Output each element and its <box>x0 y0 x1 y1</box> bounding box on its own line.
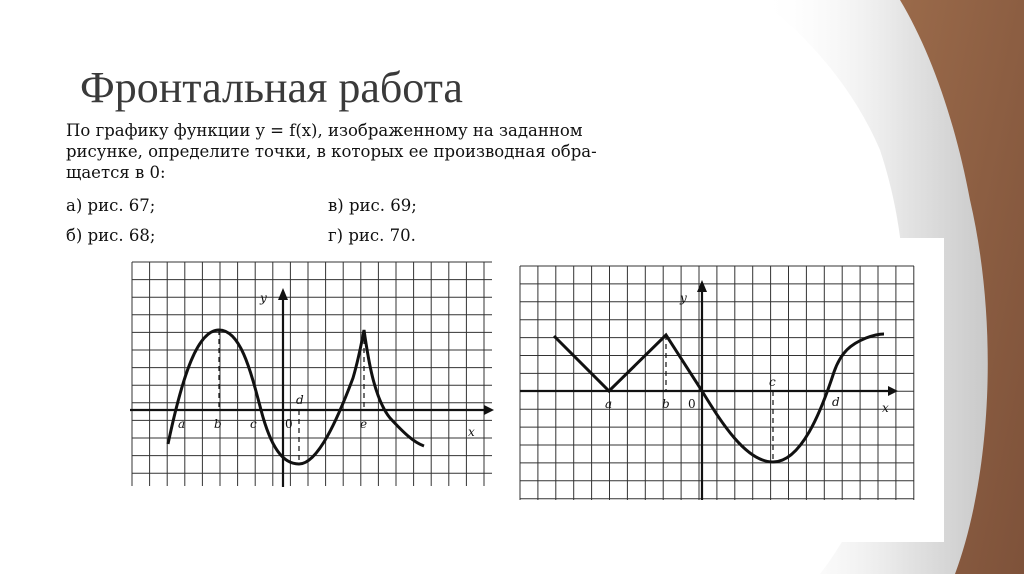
task-line: рисунке, определите точки, в которых ее производная обра- <box>66 142 597 161</box>
label-x-axis: x <box>882 401 889 415</box>
label-origin: 0 <box>285 417 293 431</box>
task-line: По графику функции y = f(x), изображенному на заданном <box>66 121 583 140</box>
label-c: c <box>769 375 776 389</box>
label-c: c <box>250 417 257 431</box>
label-d: d <box>832 395 840 409</box>
option-a: а) рис. 67; <box>66 196 156 215</box>
option-v: в) рис. 69; <box>328 196 417 215</box>
task-text <box>66 120 626 183</box>
grid <box>520 266 914 500</box>
label-a: a <box>178 417 186 431</box>
label-b: b <box>662 397 670 411</box>
x-axis-arrow-icon <box>484 405 494 415</box>
slide-title: Фронтальная работа <box>80 63 463 112</box>
option-b: б) рис. 68; <box>66 226 156 245</box>
label-d: d <box>296 393 304 407</box>
figure-left-graph <box>128 258 496 490</box>
label-y-axis: y <box>260 291 267 305</box>
y-axis-arrow-icon <box>278 288 288 300</box>
x-axis-arrow-icon <box>888 386 898 396</box>
label-e: e <box>360 417 368 431</box>
label-y-axis: y <box>680 291 687 305</box>
label-x-axis: x <box>468 425 475 439</box>
label-origin: 0 <box>688 397 696 411</box>
figure-right-graph <box>516 262 918 504</box>
option-g: г) рис. 70. <box>328 226 416 245</box>
label-b: b <box>214 417 222 431</box>
label-a: a <box>605 397 613 411</box>
task-line: щается в 0: <box>66 163 166 182</box>
